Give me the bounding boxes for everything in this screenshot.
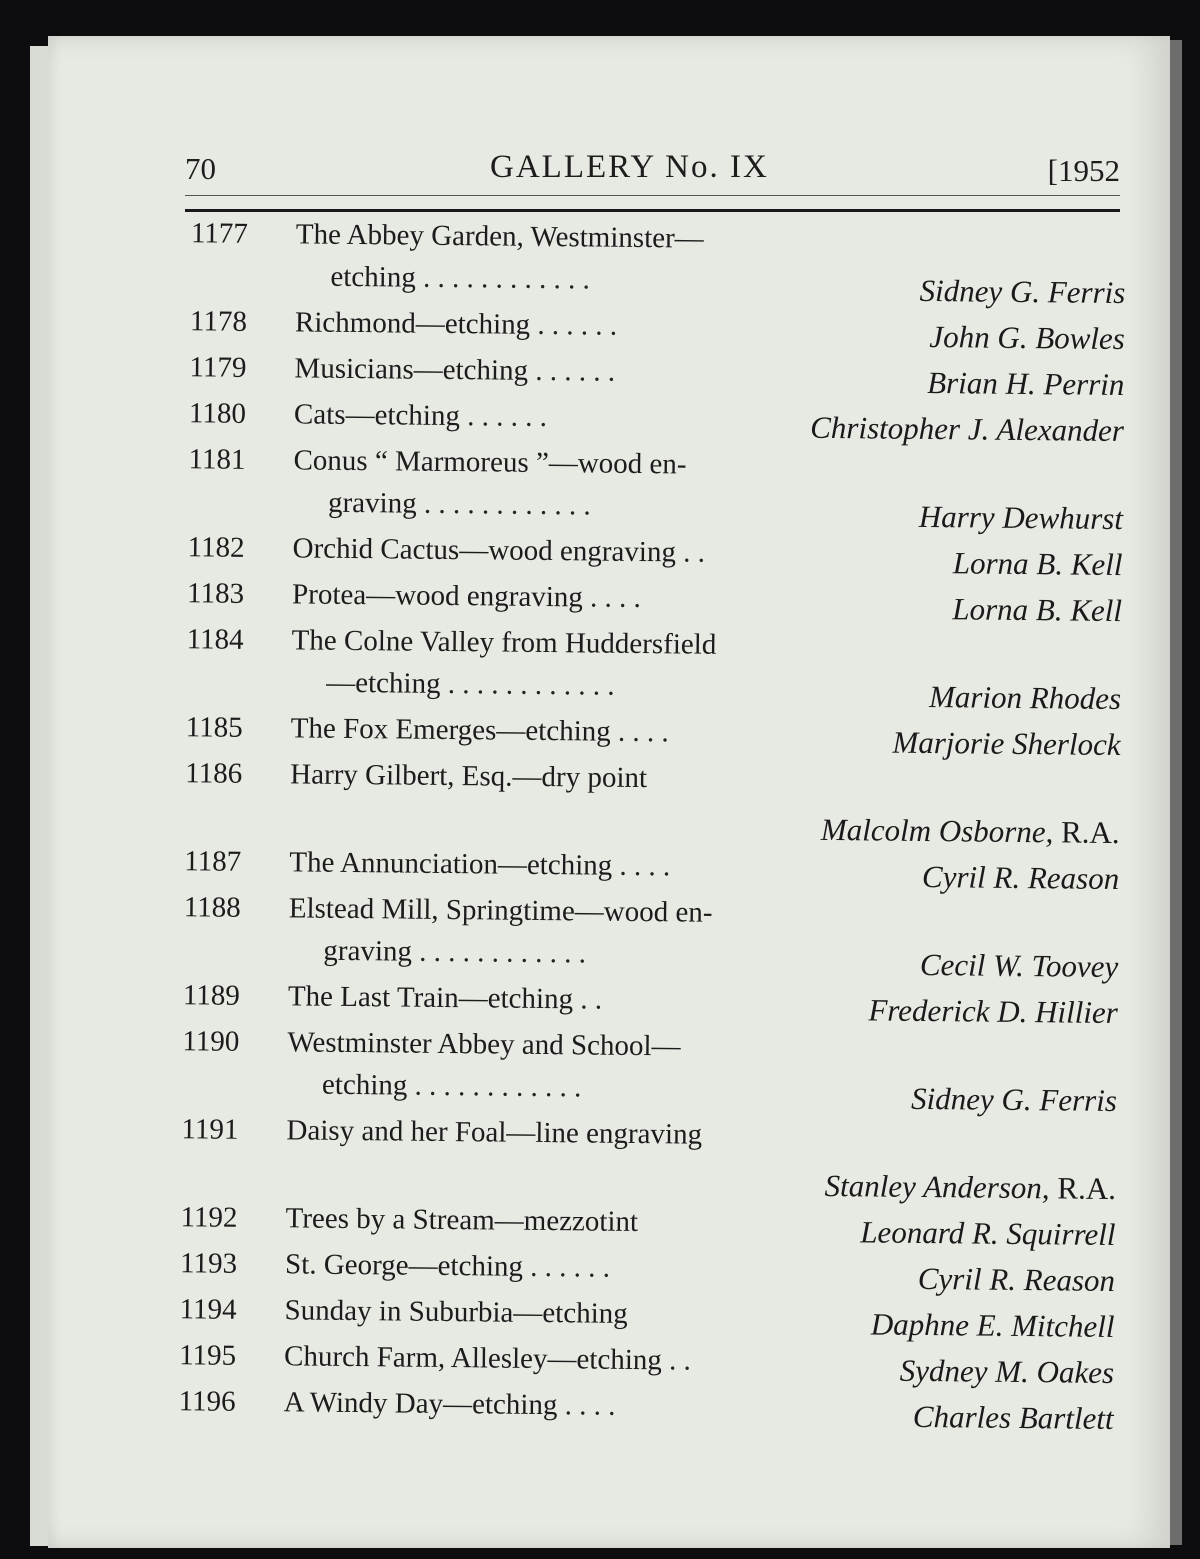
entry-title: The Fox Emerges—etching xyxy=(290,712,611,748)
entry-title: Elstead Mill, Springtime—wood en- xyxy=(288,892,713,929)
catalogue-entry xyxy=(180,1247,1115,1299)
entry-number: 1194 xyxy=(179,1293,237,1326)
dot-leaders: . . . . . . . . . . . . xyxy=(447,667,615,702)
artist-name xyxy=(927,365,1125,403)
gallery-title: GALLERY No. IX xyxy=(490,149,769,185)
year-label: [1952 xyxy=(1047,153,1120,188)
artist-name xyxy=(929,319,1125,357)
artist-name-text: Malcolm Osborne, xyxy=(820,811,1054,850)
artist-name xyxy=(922,859,1120,897)
entry-number: 1188 xyxy=(183,891,241,924)
entry-line xyxy=(181,1113,1116,1167)
entry-number: 1191 xyxy=(181,1113,239,1146)
artist-name xyxy=(929,679,1121,717)
catalogue-entry xyxy=(186,623,1122,717)
entry-number: 1195 xyxy=(178,1339,237,1372)
entry-title: Trees by a Stream—mezzotint xyxy=(285,1202,639,1239)
artist-name xyxy=(911,1081,1117,1119)
entry-number: 1183 xyxy=(186,577,245,610)
entry-number: 1189 xyxy=(182,979,241,1012)
entry-title: The Annunciation—etching xyxy=(289,846,613,882)
catalogue-entry xyxy=(187,577,1122,629)
entry-number: 1179 xyxy=(189,351,247,384)
artist-name-text: John G. Bowles xyxy=(929,319,1126,357)
artist-name-text: Marion Rhodes xyxy=(928,679,1122,717)
dot-leaders: . . . . . . xyxy=(467,400,548,434)
artist-name xyxy=(952,591,1122,629)
entry-title: Westminster Abbey and School— xyxy=(287,1026,681,1063)
dot-leaders: . . xyxy=(683,536,706,569)
dot-leaders: . . . . . . . . . . . . xyxy=(422,261,590,296)
entry-number: 1178 xyxy=(189,305,248,338)
dot-leaders: . . . . . . xyxy=(535,354,616,388)
artist-name-text: Christopher J. Alexander xyxy=(810,409,1125,449)
entry-title: Harry Gilbert, Esq.—dry point xyxy=(290,758,648,795)
artist-name-text: Stanley Anderson, xyxy=(824,1167,1050,1206)
artist-name xyxy=(900,1353,1115,1391)
catalogue-entry xyxy=(189,351,1124,403)
dot-leaders: . . . . xyxy=(589,581,642,614)
entry-title: A Windy Day—etching xyxy=(283,1386,558,1422)
catalogue-entry xyxy=(188,443,1124,537)
catalogue-entry xyxy=(185,757,1121,851)
artist-name-text: Cyril R. Reason xyxy=(917,1260,1116,1298)
entry-number: 1190 xyxy=(182,1025,240,1058)
catalogue-entry xyxy=(183,979,1118,1031)
entry-title: Daisy and her Foal—line engraving xyxy=(286,1114,703,1151)
catalogue-entry xyxy=(179,1293,1114,1345)
artist-name xyxy=(919,499,1123,537)
artist-name-text: Lorna B. Kell xyxy=(952,545,1123,583)
dot-leaders: . . . . . . . . . . . . xyxy=(419,935,587,970)
artist-name xyxy=(892,725,1121,763)
catalogue-entry xyxy=(185,711,1120,763)
entry-number: 1187 xyxy=(184,845,242,878)
catalogue-entry xyxy=(180,1201,1115,1253)
entry-title: etching xyxy=(321,1068,408,1102)
catalogue-entry xyxy=(189,397,1124,449)
dot-leaders: . . xyxy=(668,1344,692,1377)
dot-leaders: . . . . . . xyxy=(530,1250,611,1284)
catalogue-entry xyxy=(179,1339,1114,1391)
artist-name-text: Daphne E. Mitchell xyxy=(870,1306,1115,1344)
catalogue-entry xyxy=(184,845,1119,897)
entry-title: Cats—etching xyxy=(293,398,461,433)
entry-number: 1180 xyxy=(188,397,247,430)
entry-number: 1196 xyxy=(178,1385,236,1418)
entry-line xyxy=(185,757,1120,811)
artist-name-text: Frederick D. Hillier xyxy=(868,992,1118,1031)
catalogue-entry xyxy=(187,531,1122,583)
entry-title: St. George—etching xyxy=(284,1248,524,1283)
artist-name-text: Cyril R. Reason xyxy=(921,858,1120,897)
entry-title: The Last Train—etching xyxy=(287,980,574,1016)
artist-name-text: Harry Dewhurst xyxy=(918,498,1124,537)
artist-name xyxy=(868,992,1118,1031)
artist-name-text: Leonard R. Squirrell xyxy=(860,1214,1116,1253)
artist-name xyxy=(821,812,1120,851)
entry-title: Protea—wood engraving xyxy=(291,578,584,614)
entry-title: —etching xyxy=(326,666,441,700)
dot-leaders: . . . . . . . . . . . . xyxy=(414,1069,582,1104)
entry-title: The Colne Valley from Huddersfield xyxy=(291,624,717,661)
artist-name-text: Charles Bartlett xyxy=(912,1398,1114,1436)
dot-leaders: . . . . xyxy=(564,1389,616,1422)
entry-number: 1177 xyxy=(190,217,249,250)
artist-honour: R.A. xyxy=(1057,1170,1117,1207)
catalogue-entry xyxy=(190,217,1126,311)
catalogue-entry xyxy=(183,891,1119,985)
dot-leaders: . . . . xyxy=(619,849,671,883)
artist-honour: R.A. xyxy=(1060,814,1120,851)
entry-title: Musicians—etching xyxy=(294,352,529,387)
dot-leaders: . . . . . . . . . . . . xyxy=(423,487,591,522)
entry-number: 1182 xyxy=(187,531,245,564)
entry-title: graving xyxy=(323,934,413,968)
entry-title: graving xyxy=(327,486,417,520)
entry-title: Sunday in Suburbia—etching xyxy=(284,1294,628,1330)
artist-name-text: Sidney G. Ferris xyxy=(919,272,1126,311)
artist-name xyxy=(913,1399,1114,1437)
artist-name xyxy=(920,947,1119,985)
catalogue-entry xyxy=(182,1025,1118,1119)
entry-number: 1193 xyxy=(179,1247,238,1280)
catalogue-entry xyxy=(181,1113,1117,1207)
artist-name-text: Lorna B. Kell xyxy=(952,591,1123,629)
dot-leaders: . . xyxy=(580,983,603,1016)
artist-name xyxy=(810,410,1124,449)
entry-number: 1184 xyxy=(186,623,244,656)
entry-title: The Abbey Garden, Westminster— xyxy=(295,218,704,255)
entry-title: Church Farm, Allesley—etching xyxy=(283,1340,663,1377)
dot-leaders: . . . . xyxy=(617,715,669,749)
entry-number: 1186 xyxy=(185,757,243,790)
entry-title: Richmond—etching xyxy=(294,306,531,341)
artist-name-text: Sidney G. Ferris xyxy=(910,1080,1118,1119)
artist-name-text: Brian H. Perrin xyxy=(927,364,1125,403)
entry-title: etching xyxy=(330,260,416,294)
artist-name xyxy=(871,1306,1115,1345)
entry-number: 1192 xyxy=(180,1201,238,1234)
dot-leaders: . . . . . . xyxy=(537,308,618,342)
artist-name xyxy=(860,1214,1116,1253)
artist-name-text: Cecil W. Toovey xyxy=(919,946,1119,985)
artist-name-text: Marjorie Sherlock xyxy=(892,724,1121,763)
artist-name xyxy=(919,273,1125,311)
artist-name xyxy=(918,1261,1116,1299)
artist-name xyxy=(953,545,1123,583)
artist-name-text: Sydney M. Oakes xyxy=(899,1352,1115,1390)
artist-name xyxy=(824,1168,1116,1207)
entry-title: Orchid Cactus—wood engraving xyxy=(292,532,677,569)
entry-number: 1185 xyxy=(185,711,243,744)
page-number: 70 xyxy=(185,151,216,186)
catalogue-entry xyxy=(178,1385,1113,1437)
catalogue-entry xyxy=(190,305,1125,357)
entry-title: Conus “ Marmoreus ”—wood en- xyxy=(293,444,687,481)
entry-number: 1181 xyxy=(188,443,246,476)
